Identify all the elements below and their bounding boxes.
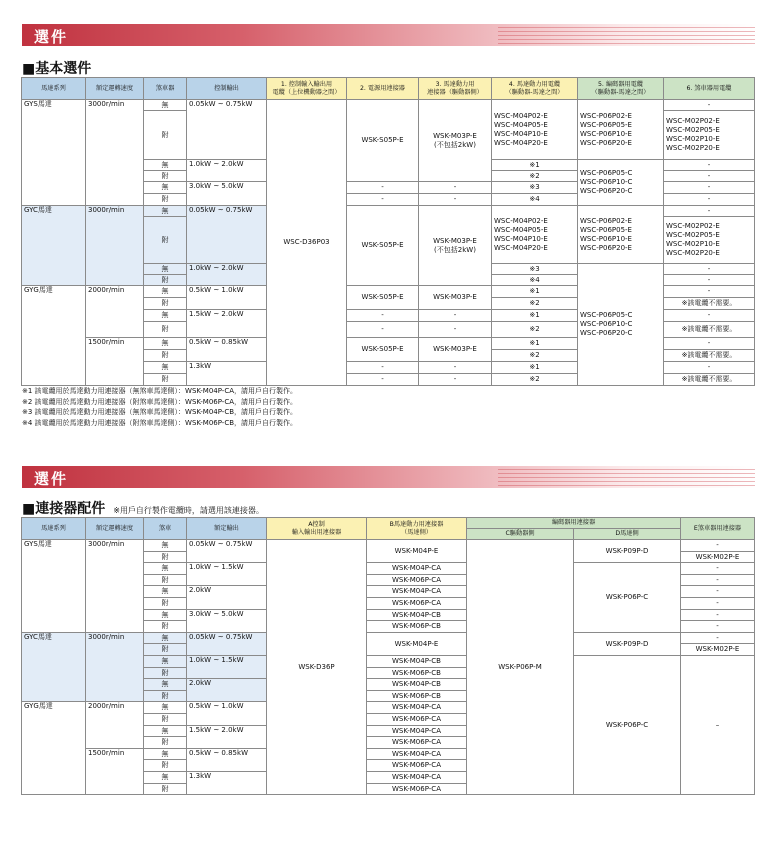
motor-connector-cell: WSK-M04P-CA: [366, 562, 467, 575]
power-connector-cell: -: [346, 181, 419, 194]
series-cell: GYG馬達: [21, 285, 86, 386]
motor-connector-cell: -: [418, 361, 492, 374]
brake-cable-cell: -: [663, 193, 755, 206]
io-cable-cell: WSC-D36P03: [266, 99, 347, 386]
footnote: ※1 該電纜用於馬達動力用連接器（無煞車馬達側）：WSK-M04P-CA，請用戶自行製作。: [22, 387, 298, 395]
brake-cable-cell: -: [663, 99, 755, 111]
footnotes: [22, 386, 297, 428]
speed-cell: 1500r/min: [85, 337, 144, 386]
power-connector-cell: -: [346, 309, 419, 322]
col-header: 5. 編碼器用電纜 （驅動器-馬達之間）: [577, 77, 664, 100]
brake-cell: 無: [143, 285, 187, 298]
motor-connector-cell: WSK-M04P-E: [366, 632, 467, 656]
series-cell: GYC馬達: [21, 205, 86, 286]
series-cell: GYG馬達: [21, 701, 86, 795]
motor-connector-cell: WSK-M04P-CA: [366, 725, 467, 737]
output-cell: 1.5kW ~ 2.0kW: [186, 309, 267, 338]
col-header: 編碼器用連接器: [466, 517, 681, 529]
motor-cable-cell: ※4: [491, 193, 578, 206]
speed-cell: 1500r/min: [85, 748, 144, 795]
motor-connector-cell: WSK-M03P-E (不包括2kW): [418, 99, 492, 182]
brake-connector-cell: -: [680, 620, 755, 633]
motor-cable-cell: ※3: [491, 263, 578, 275]
brake-cable-cell: ※該電纜不需要。: [663, 321, 755, 338]
speed-cell: 2000r/min: [85, 701, 144, 749]
brake-cable-cell: -: [663, 181, 755, 194]
brake-cable-cell: WSC-M02P02-E WSC-M02P05-E WSC-M02P10-E WSC-M02P20-E: [663, 216, 755, 264]
output-cell: 0.5kW ~ 1.0kW: [186, 701, 267, 726]
brake-cable-cell: -: [663, 274, 755, 286]
output-cell: 0.05kW ~ 0.75kW: [186, 539, 267, 563]
connector-accessories-title: ■連接器配件 ※用戶自行製作電纜時，請選用該連接器。: [22, 501, 264, 517]
brake-cell: 附: [143, 321, 187, 338]
brake-cable-cell: ※該電纜不需要。: [663, 373, 755, 386]
motor-connector-cell: WSK-M04P-CA: [366, 701, 467, 714]
brake-connector-cell: –: [680, 655, 755, 795]
brake-cell: 附: [143, 574, 187, 586]
motor-connector-cell: WSK-M06P-CA: [366, 736, 467, 749]
output-cell: 0.05kW ~ 0.75kW: [186, 99, 267, 160]
brake-cell: 附: [143, 597, 187, 610]
col-header: C驅動器側: [466, 528, 574, 540]
motor-connector-cell: WSK-M04P-CB: [366, 655, 467, 668]
brake-cell: 無: [143, 748, 187, 760]
col-header: 額定輸出: [186, 517, 267, 540]
encoder-motor-connector-cell: WSK-P06P-C: [573, 655, 681, 795]
output-cell: 2.0kW: [186, 585, 267, 610]
encoder-cable-cell: WSC-P06P05-C WSC-P06P10-C WSC-P06P20-C: [577, 263, 664, 386]
col-header: 4. 馬達動力用電纜 （驅動器-馬達之間）: [491, 77, 578, 100]
brake-cell: 無: [143, 632, 187, 644]
options-banner: 選件: [22, 24, 755, 46]
motor-connector-cell: WSK-M06P-CA: [366, 783, 467, 795]
motor-connector-cell: WSK-M06P-CB: [366, 690, 467, 702]
col-header: A控制 輸入輸出用連接器: [266, 517, 367, 540]
speed-cell: 3000r/min: [85, 99, 144, 206]
output-cell: 3.0kW ~ 5.0kW: [186, 609, 267, 633]
brake-cable-cell: -: [663, 205, 755, 217]
motor-connector-cell: WSK-M06P-CB: [366, 620, 467, 633]
brake-cell: 附: [143, 373, 187, 386]
motor-cable-cell: ※1: [491, 285, 578, 298]
output-cell: 1.0kW ~ 1.5kW: [186, 562, 267, 586]
output-cell: 1.0kW ~ 2.0kW: [186, 159, 267, 182]
motor-connector-cell: WSK-M04P-CA: [366, 771, 467, 784]
brake-connector-cell: -: [680, 574, 755, 586]
power-connector-cell: WSK-S05P-E: [346, 99, 419, 182]
motor-connector-cell: WSK-M04P-CB: [366, 609, 467, 621]
brake-cable-cell: ※該電纜不需要。: [663, 297, 755, 310]
power-connector-cell: WSK-S05P-E: [346, 285, 419, 310]
motor-cable-cell: ※1: [491, 159, 578, 171]
col-header: B馬達動力用連接器 （馬達側）: [366, 517, 467, 540]
motor-cable-cell: ※2: [491, 321, 578, 338]
brake-cell: 無: [143, 205, 187, 217]
motor-connector-cell: -: [418, 309, 492, 322]
brake-cell: 無: [143, 655, 187, 668]
brake-cable-cell: -: [663, 170, 755, 182]
motor-connector-cell: -: [418, 373, 492, 386]
brake-cable-cell: -: [663, 285, 755, 298]
speed-cell: 3000r/min: [85, 632, 144, 702]
brake-cell: 無: [143, 585, 187, 598]
basic-options-title: ■基本選件: [22, 61, 92, 77]
motor-cable-cell: ※2: [491, 349, 578, 362]
motor-connector-cell: -: [418, 181, 492, 194]
motor-cable-cell: ※1: [491, 309, 578, 322]
brake-cell: 附: [143, 643, 187, 656]
col-header: 煞車: [143, 517, 187, 540]
col-header: 控制輸出: [186, 77, 267, 100]
brake-cell: 附: [143, 551, 187, 563]
output-cell: 0.5kW ~ 0.85kW: [186, 748, 267, 772]
power-connector-cell: -: [346, 193, 419, 206]
io-connector-cell: WSK-D36P: [266, 539, 367, 795]
output-cell: 2.0kW: [186, 678, 267, 702]
series-cell: GYS馬達: [21, 99, 86, 206]
brake-connector-cell: WSK-M02P-E: [680, 643, 755, 656]
brake-cable-cell: ※該電纜不需要。: [663, 349, 755, 362]
motor-connector-cell: WSK-M03P-E: [418, 337, 492, 362]
brake-connector-cell: -: [680, 562, 755, 575]
motor-connector-cell: WSK-M03P-E: [418, 285, 492, 310]
motor-cable-cell: ※1: [491, 361, 578, 374]
power-connector-cell: WSK-S05P-E: [346, 205, 419, 286]
brake-cell: 附: [143, 783, 187, 795]
brake-cable-cell: -: [663, 159, 755, 171]
motor-connector-cell: WSK-M06P-CB: [366, 667, 467, 679]
col-header: 馬達系列: [21, 77, 86, 100]
brake-connector-cell: -: [680, 609, 755, 621]
brake-cell: 附: [143, 274, 187, 286]
output-cell: 0.5kW ~ 0.85kW: [186, 337, 267, 362]
motor-connector-cell: WSK-M06P-CA: [366, 574, 467, 586]
col-header: 6. 煞車器用電纜: [663, 77, 755, 100]
output-cell: 1.3kW: [186, 361, 267, 386]
output-cell: 1.5kW ~ 2.0kW: [186, 725, 267, 749]
col-header: 1. 控制輸入輸出用 電纜（上位機動器之間）: [266, 77, 347, 100]
motor-cable-cell: ※2: [491, 373, 578, 386]
output-cell: 1.3kW: [186, 771, 267, 795]
brake-cell: 無: [143, 701, 187, 714]
brake-cable-cell: -: [663, 337, 755, 350]
brake-cell: 無: [143, 771, 187, 784]
footnote: ※3 該電纜用於馬達動力用連接器（無煞車馬達側）：WSK-M04P-CB，請用戶自行製作。: [22, 408, 298, 416]
brake-cell: 附: [143, 690, 187, 702]
power-connector-cell: -: [346, 361, 419, 374]
power-connector-cell: -: [346, 321, 419, 338]
brake-cell: 附: [143, 110, 187, 160]
series-cell: GYC馬達: [21, 632, 86, 702]
output-cell: 1.0kW ~ 2.0kW: [186, 263, 267, 286]
brake-cell: 無: [143, 263, 187, 275]
col-header: 額定運轉速度: [85, 77, 144, 100]
options-banner-2: 選件: [22, 466, 755, 488]
brake-cell: 無: [143, 539, 187, 552]
motor-cable-cell: WSC-M04P02-E WSC-M04P05-E WSC-M04P10-E WSC-M04P20-E: [491, 205, 578, 264]
motor-cable-cell: ※2: [491, 170, 578, 182]
brake-connector-cell: -: [680, 539, 755, 552]
brake-cell: 附: [143, 713, 187, 726]
brake-cell: 附: [143, 759, 187, 772]
motor-connector-cell: -: [418, 321, 492, 338]
motor-cable-cell: WSC-M04P02-E WSC-M04P05-E WSC-M04P10-E WSC-M04P20-E: [491, 99, 578, 160]
brake-cell: 附: [143, 193, 187, 206]
brake-cable-cell: -: [663, 361, 755, 374]
brake-connector-cell: -: [680, 597, 755, 610]
brake-cable-cell: -: [663, 263, 755, 275]
series-cell: GYS馬達: [21, 539, 86, 633]
motor-connector-cell: -: [418, 193, 492, 206]
brake-cell: 無: [143, 99, 187, 111]
col-header: 2. 電源用連接器: [346, 77, 419, 100]
motor-connector-cell: WSK-M06P-CA: [366, 759, 467, 772]
motor-connector-cell: WSK-M06P-CA: [366, 713, 467, 726]
output-cell: 0.5kW ~ 1.0kW: [186, 285, 267, 310]
brake-connector-cell: -: [680, 632, 755, 644]
output-cell: 0.05kW ~ 0.75kW: [186, 632, 267, 656]
encoder-driver-connector-cell: WSK-P06P-M: [466, 539, 574, 795]
encoder-motor-connector-cell: WSK-P09P-D: [573, 632, 681, 656]
brake-cell: 無: [143, 159, 187, 171]
motor-connector-cell: WSK-M04P-CA: [366, 748, 467, 760]
brake-cell: 無: [143, 337, 187, 350]
motor-cable-cell: ※2: [491, 297, 578, 310]
motor-connector-cell: WSK-M06P-CA: [366, 597, 467, 610]
brake-cell: 附: [143, 736, 187, 749]
encoder-cable-cell: WSC-P06P05-C WSC-P06P10-C WSC-P06P20-C: [577, 159, 664, 206]
brake-cell: 無: [143, 309, 187, 322]
brake-cell: 附: [143, 349, 187, 362]
brake-cell: 無: [143, 562, 187, 575]
brake-cell: 無: [143, 609, 187, 621]
brake-cell: 附: [143, 297, 187, 310]
motor-cable-cell: ※1: [491, 337, 578, 350]
brake-cell: 無: [143, 678, 187, 691]
brake-cell: 無: [143, 361, 187, 374]
col-header: E煞車器用連接器: [680, 517, 755, 540]
motor-cable-cell: ※4: [491, 274, 578, 286]
col-header: 馬達系列: [21, 517, 86, 540]
speed-cell: 2000r/min: [85, 285, 144, 338]
brake-cell: 附: [143, 170, 187, 182]
brake-cable-cell: WSC-M02P02-E WSC-M02P05-E WSC-M02P10-E WSC-M02P20-E: [663, 110, 755, 160]
brake-connector-cell: WSK-M02P-E: [680, 551, 755, 563]
brake-connector-cell: -: [680, 585, 755, 598]
brake-cell: 附: [143, 620, 187, 633]
footnote: ※2 該電纜用於馬達動力用連接器（附煞車馬達側）：WSK-M06P-CA，請用戶自行製作。: [22, 397, 298, 406]
power-connector-cell: -: [346, 373, 419, 386]
col-header: 3. 馬達動力用 連接器（驅動器側）: [418, 77, 492, 100]
col-header: D馬達側: [573, 528, 681, 540]
brake-cell: 無: [143, 181, 187, 194]
motor-connector-cell: WSK-M04P-E: [366, 539, 467, 563]
col-header: 額定運轉速度: [85, 517, 144, 540]
brake-cell: 附: [143, 216, 187, 264]
encoder-cable-cell: WSC-P06P02-E WSC-P06P05-E WSC-P06P10-E WSC-P06P20-E: [577, 99, 664, 160]
output-cell: 3.0kW ~ 5.0kW: [186, 181, 267, 206]
motor-cable-cell: ※3: [491, 181, 578, 194]
footnote: ※4 該電纜用於馬達動力用連接器（附煞車馬達側）：WSK-M06P-CB，請用戶自行製作。: [22, 418, 298, 427]
output-cell: 1.0kW ~ 1.5kW: [186, 655, 267, 679]
brake-cell: 附: [143, 667, 187, 679]
brake-cable-cell: -: [663, 309, 755, 322]
col-header: 煞車器: [143, 77, 187, 100]
encoder-motor-connector-cell: WSK-P06P-C: [573, 562, 681, 633]
speed-cell: 3000r/min: [85, 539, 144, 633]
motor-connector-cell: WSK-M04P-CB: [366, 678, 467, 691]
motor-connector-cell: WSK-M04P-CA: [366, 585, 467, 598]
encoder-cable-cell: WSC-P06P02-E WSC-P06P05-E WSC-P06P10-E WSC-P06P20-E: [577, 205, 664, 264]
speed-cell: 3000r/min: [85, 205, 144, 286]
power-connector-cell: WSK-S05P-E: [346, 337, 419, 362]
brake-cell: 無: [143, 725, 187, 737]
encoder-motor-connector-cell: WSK-P09P-D: [573, 539, 681, 563]
output-cell: 0.05kW ~ 0.75kW: [186, 205, 267, 264]
motor-connector-cell: WSK-M03P-E (不包括2kW): [418, 205, 492, 286]
